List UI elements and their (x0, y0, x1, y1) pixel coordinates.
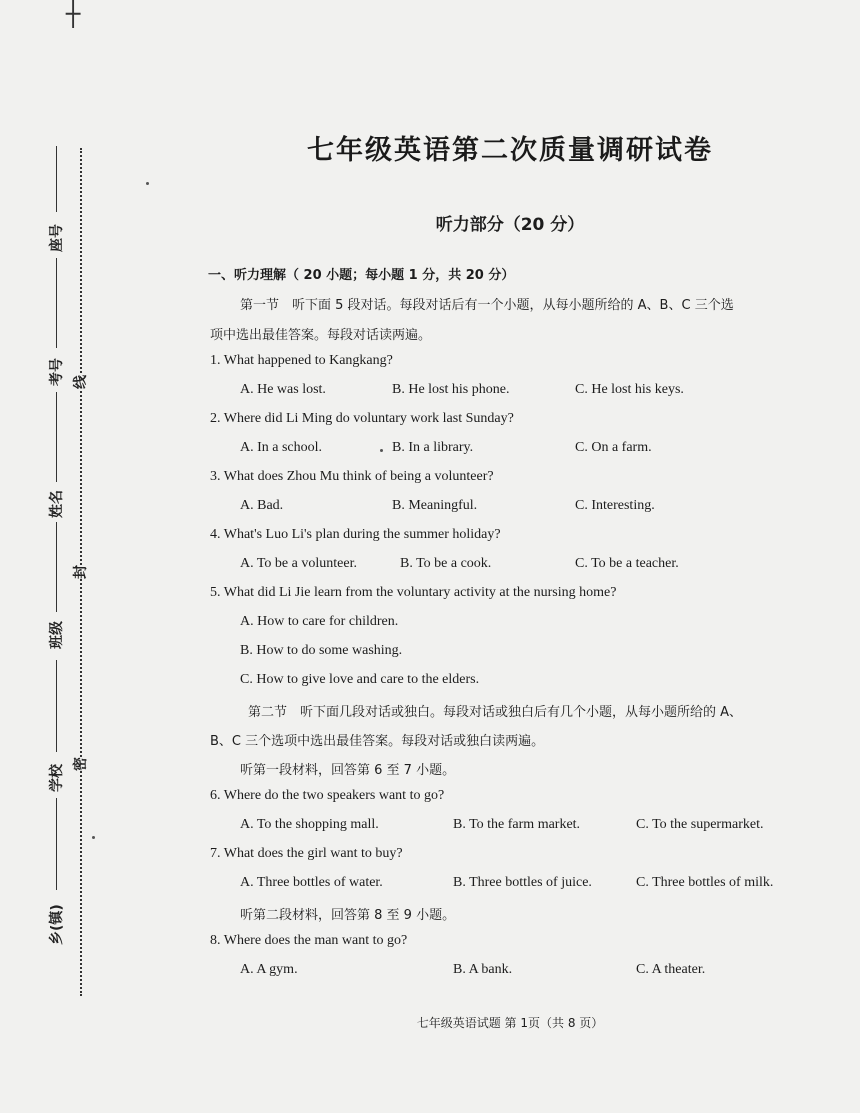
material-2-note: 听第二段材料，回答第 8 至 9 小题。 (240, 908, 456, 923)
part1-instructions-cont: 项中选出最佳答案。每段对话读两遍。 (210, 328, 432, 343)
page-footer: 七年级英语试题 第 1页（共 8 页） (416, 1016, 604, 1030)
school-label: 学校 (49, 764, 65, 792)
q5-option-c: C. How to give love and care to the elders. (240, 672, 480, 687)
township-line (56, 798, 57, 890)
q6-option-a: A. To the shopping mall. (240, 817, 379, 832)
exam-number-label: 考号 (49, 358, 65, 386)
class-line (56, 522, 57, 612)
q7-option-b: B. Three bottles of juice. (453, 875, 592, 890)
seal-char-seal: 封 (68, 565, 92, 579)
scan-speck (146, 182, 149, 185)
q5-option-b: B. How to do some washing. (240, 643, 403, 658)
question-8: 8. Where does the man want to go? (210, 933, 408, 948)
q2-option-a: A. In a school. (240, 440, 323, 455)
q5-option-a: A. How to care for children. (240, 614, 399, 629)
q7-option-c: C. Three bottles of milk. (636, 875, 774, 890)
material-1-note: 听第一段材料，回答第 6 至 7 小题。 (240, 763, 456, 778)
part2-instructions-cont: B、C 三个选项中选出最佳答案。每段对话或独白读两遍。 (210, 734, 545, 749)
q6-option-c: C. To the supermarket. (636, 817, 764, 832)
section-subtitle: 听力部分（20 分） (435, 215, 585, 235)
township-label: 乡(镇) (49, 904, 65, 945)
question-6: 6. Where do the two speakers want to go? (210, 788, 445, 803)
scan-speck (92, 836, 95, 839)
crop-mark: ┼ (66, 0, 81, 28)
seat-number-line (56, 146, 57, 212)
q1-option-a: A. He was lost. (240, 382, 326, 397)
part1-instructions: 第一节 听下面 5 段对话。每段对话后有一个小题，从每小题所给的 A、B、C 三个选 (240, 298, 734, 313)
question-5: 5. What did Li Jie learn from the voluntary activity at the nursing home? (210, 585, 617, 600)
q8-option-a: A. A gym. (240, 962, 298, 977)
q3-option-c: C. Interesting. (575, 498, 655, 513)
q8-option-c: C. A theater. (636, 962, 706, 977)
question-4: 4. What's Luo Li's plan during the summer holiday? (210, 527, 501, 542)
q8-option-b: B. A bank. (453, 962, 513, 977)
q1-option-b: B. He lost his phone. (392, 382, 510, 397)
scan-speck (380, 449, 383, 452)
exam-title: 七年级英语第二次质量调研试卷 (307, 135, 713, 166)
q1-option-c: C. He lost his keys. (575, 382, 684, 397)
question-2: 2. Where did Li Ming do voluntary work last Sunday? (210, 411, 514, 426)
q4-option-c: C. To be a teacher. (575, 556, 679, 571)
seat-number-label: 座号 (49, 224, 65, 252)
part2-instructions: 第二节 听下面几段对话或独白。每段对话或独白后有几个小题，从每小题所给的 A、 (248, 705, 743, 720)
q7-option-a: A. Three bottles of water. (240, 875, 383, 890)
q4-option-a: A. To be a volunteer. (240, 556, 357, 571)
class-label: 班级 (49, 621, 65, 649)
q2-option-b: B. In a library. (392, 440, 474, 455)
q3-option-b: B. Meaningful. (392, 498, 478, 513)
q6-option-b: B. To the farm market. (453, 817, 581, 832)
question-1: 1. What happened to Kangkang? (210, 353, 393, 368)
exam-number-line (56, 258, 57, 348)
q4-option-b: B. To be a cook. (400, 556, 492, 571)
section-heading: 一、听力理解（ 20 小题；每小题 1 分，共 20 分） (208, 268, 515, 283)
question-7: 7. What does the girl want to buy? (210, 846, 403, 861)
seal-char-line: 线 (68, 375, 92, 389)
seal-char-closed: 密 (68, 757, 92, 771)
name-line (56, 392, 57, 482)
name-label: 姓名 (49, 490, 65, 518)
q2-option-c: C. On a farm. (575, 440, 652, 455)
question-3: 3. What does Zhou Mu think of being a volunteer? (210, 469, 494, 484)
school-line (56, 660, 57, 752)
q3-option-a: A. Bad. (240, 498, 284, 513)
